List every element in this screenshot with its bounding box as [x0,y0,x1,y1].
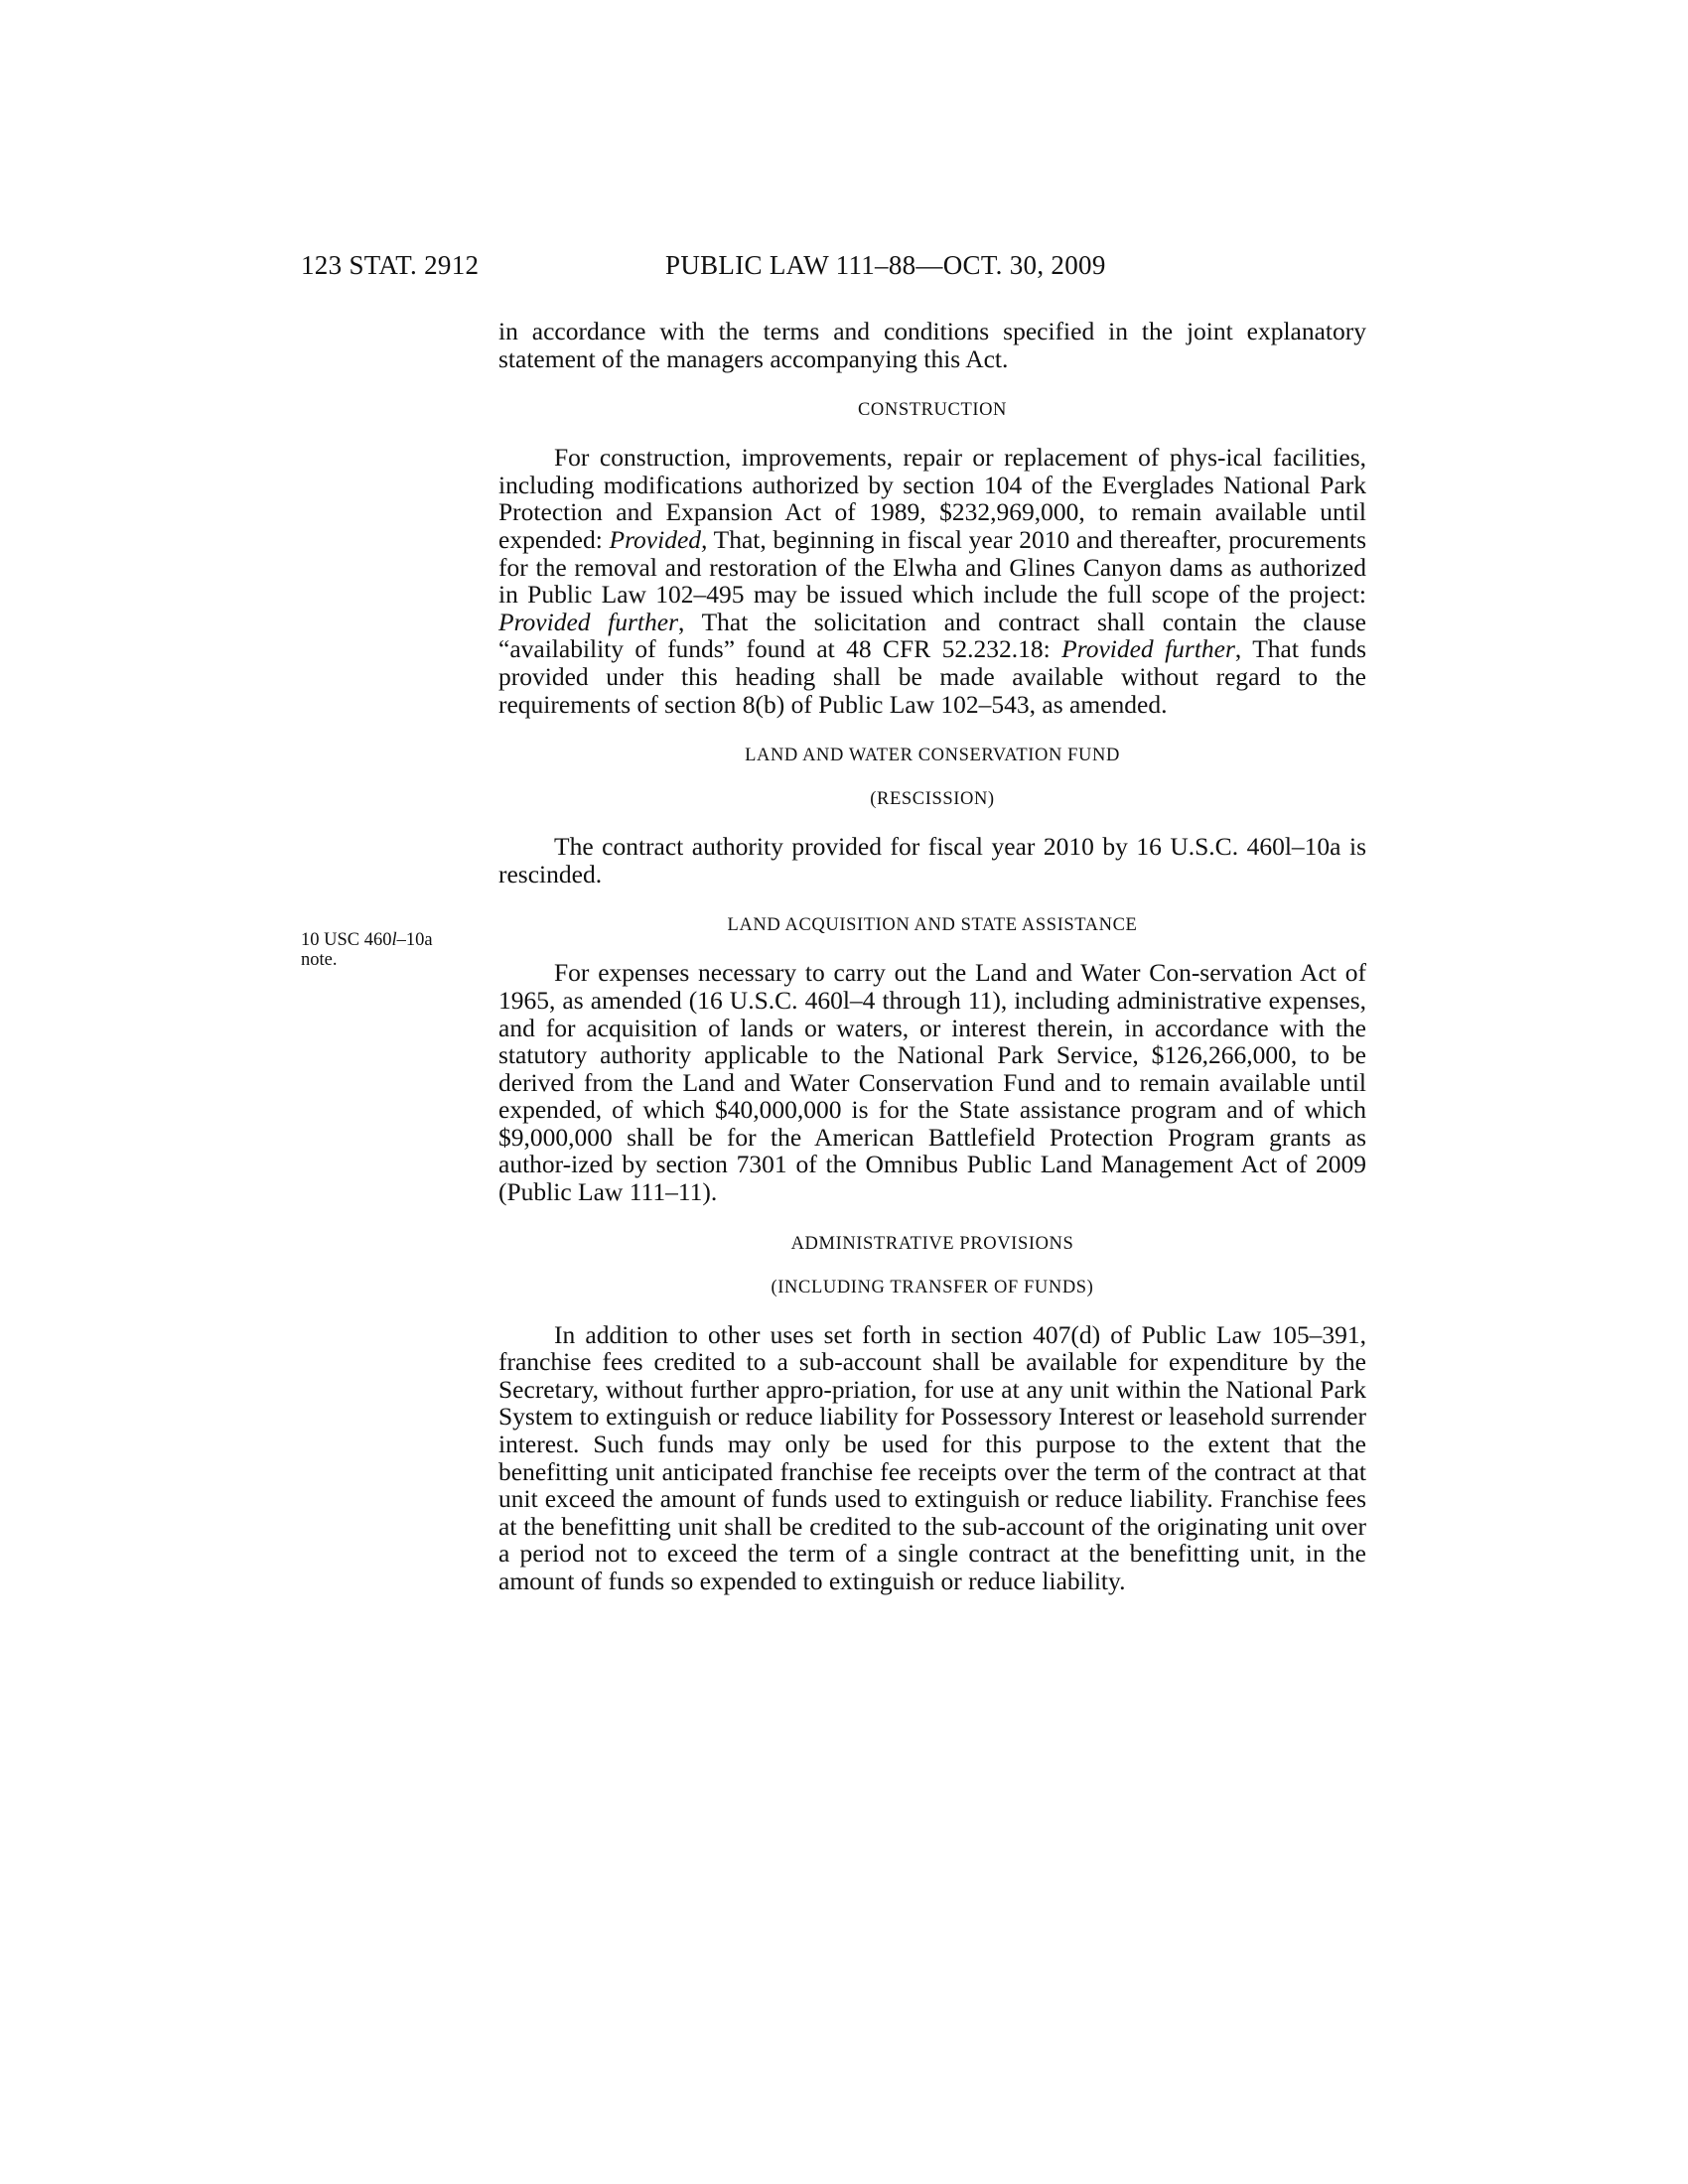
land-acquisition-paragraph: For expenses necessary to carry out the Land and Water Con-servation Act of 1965, as amended (16 U.S.C. 460l–4 through 11), including administrative expenses, and for acquisition of lands or waters, or interest therein, in accordance with the statutory authority applicable to the National Park Service, $126,266,000, to be derived from the Land and Water Conservation Fund and to remain available until expended, of which $40,000,000 is for the State assistance program and of which $9,000,000 shall be for the American Battlefield Protection Program grants as author-ized by section 7301 of the Omnibus Public Land Management Act of 2009 (Public Law 111–11). [498,958,1366,1207]
page-header [0,250,1688,286]
section-subheading-rescission: (RESCISSION) [870,789,995,810]
rescission-paragraph: The contract authority provided for fiscal year 2010 by 16 U.S.C. 460l–10a is rescinded. [498,832,1366,888]
section-heading-construction: CONSTRUCTION [857,400,1008,421]
document-body [498,318,1366,1595]
margin-note-citation: 10 USC 460l–10a [301,930,433,950]
section-subheading-transfer: (INCLUDING TRANSFER OF FUNDS) [771,1277,1094,1297]
margin-note-label: note. [301,950,338,970]
section-heading-administrative: ADMINISTRATIVE PROVISIONS [790,1233,1074,1254]
construction-paragraph: For construction, improvements, repair or replacement of phys-ical facilities, including modifications authorized by section 104 of the Everglades National Park Protection and Expansion Act of 1989, $232,969,000, to remain available until expended: Provided, That, beginning in fiscal year 2010 and thereafter, procurements for the removal and restoration of the Elwha and Glines Canyon dams as authorized in Public Law 102–495 may be issued which include the full scope of the project: Provided further, That the solicitation and contract shall contain the clause “availability of funds” found at 48 CFR 52.232.18: Provided further, That funds provided under this heading shall be made available without regard to the requirements of section 8(b) of Public Law 102–543, as amended. [498,443,1367,719]
public-law-title: PUBLIC LAW 111–88—OCT. 30, 2009 [665,250,1106,280]
administrative-paragraph: In addition to other uses set forth in section 407(d) of Public Law 105–391, franchise fees credited to a sub-account shall be available for expenditure by the Secretary, without further appro-priation, for use at any unit within the National Park System to extinguish or reduce liability for Possessory Interest or leasehold surrender interest. Such funds may only be used for this purpose to the extent that the benefitting unit anticipated franchise fee receipts over the term of the contract at that unit exceed the amount of funds used to extinguish or reduce liability. Franchise fees at the benefitting unit shall be credited to the sub-account of the originating unit over a period not to exceed the term of a single contract at the benefitting unit, in the amount of funds so expended to extinguish or reduce liability. [498,1319,1366,1595]
statute-page-number: 123 STAT. 2912 [301,250,480,280]
continuation-paragraph: in accordance with the terms and conditions specified in the joint explanatory statement of the managers accompanying this Act. [498,317,1366,373]
section-heading-land-acquisition: LAND ACQUISITION AND STATE ASSISTANCE [727,915,1138,936]
section-heading-lwcf: LAND AND WATER CONSERVATION FUND [745,746,1120,766]
margin-note [301,930,480,970]
